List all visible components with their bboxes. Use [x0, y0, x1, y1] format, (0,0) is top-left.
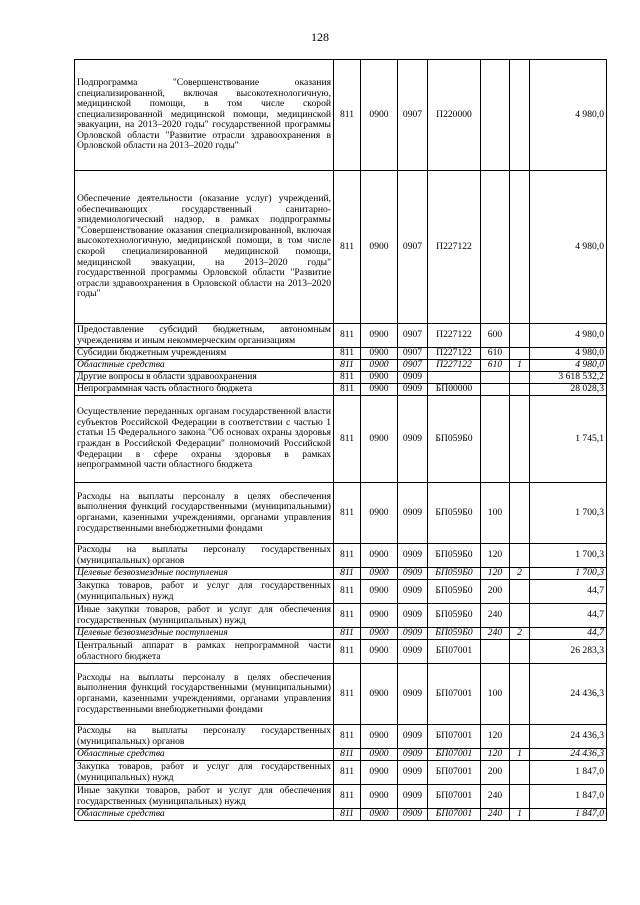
row-funding-source [510, 604, 530, 628]
row-ved-code: 811 [334, 544, 361, 568]
row-expense-type [481, 171, 510, 324]
row-amount: 24 436,3 [530, 749, 607, 761]
row-name: Иные закупки товаров, работ и услуг для обеспечения государственных (муниципальных) нужд [75, 785, 334, 809]
row-target-article: БП059Б0 [428, 396, 481, 483]
row-name: Целевые безвозмездные поступления [75, 568, 334, 580]
table-row [75, 544, 607, 568]
row-target-article: БП07001 [428, 664, 481, 725]
row-subsection-code: 0907 [398, 171, 428, 324]
row-funding-source [510, 372, 530, 384]
row-subsection-code: 0909 [398, 580, 428, 604]
row-expense-type [481, 60, 510, 171]
row-expense-type: 100 [481, 483, 510, 544]
row-section-code: 0900 [361, 628, 398, 640]
row-ved-code: 811 [334, 761, 361, 785]
row-funding-source [510, 171, 530, 324]
row-name: Закупка товаров, работ и услуг для государственных (муниципальных) нужд [75, 580, 334, 604]
row-section-code: 0900 [361, 809, 398, 821]
row-subsection-code: 0909 [398, 568, 428, 580]
row-target-article: БП00000 [428, 384, 481, 396]
row-section-code: 0900 [361, 580, 398, 604]
row-expense-type: 240 [481, 809, 510, 821]
row-ved-code: 811 [334, 628, 361, 640]
row-name: Расходы на выплаты персоналу в целях обеспечения выполнения функций государственными (муниципальными) органами, казенными учреждениями, органами управления государственными внебюджетными фондами [75, 664, 334, 725]
row-amount: 44,7 [530, 580, 607, 604]
row-ved-code: 811 [334, 384, 361, 396]
table-row [75, 761, 607, 785]
row-expense-type [481, 640, 510, 664]
row-subsection-code: 0909 [398, 640, 428, 664]
row-amount: 4 980,0 [530, 360, 607, 372]
row-name: Целевые безвозмездные поступления [75, 628, 334, 640]
row-section-code: 0900 [361, 785, 398, 809]
table-row [75, 640, 607, 664]
row-amount: 1 847,0 [530, 785, 607, 809]
row-name: Закупка товаров, работ и услуг для государственных (муниципальных) нужд [75, 761, 334, 785]
row-ved-code: 811 [334, 664, 361, 725]
row-amount: 1 700,3 [530, 483, 607, 544]
row-expense-type [481, 372, 510, 384]
row-funding-source [510, 60, 530, 171]
row-expense-type [481, 384, 510, 396]
row-funding-source [510, 384, 530, 396]
row-ved-code: 811 [334, 483, 361, 544]
row-amount: 4 980,0 [530, 60, 607, 171]
row-ved-code: 811 [334, 604, 361, 628]
row-name: Непрограммная часть областного бюджета [75, 384, 334, 396]
table-row [75, 324, 607, 348]
row-section-code: 0900 [361, 640, 398, 664]
row-amount: 1 745,1 [530, 396, 607, 483]
row-expense-type: 600 [481, 324, 510, 348]
row-subsection-code: 0907 [398, 360, 428, 372]
row-amount: 1 700,3 [530, 568, 607, 580]
row-ved-code: 811 [334, 372, 361, 384]
budget-table [74, 59, 607, 821]
row-ved-code: 811 [334, 580, 361, 604]
row-expense-type: 240 [481, 785, 510, 809]
row-section-code: 0900 [361, 60, 398, 171]
table-row [75, 785, 607, 809]
row-expense-type: 200 [481, 761, 510, 785]
table-row [75, 568, 607, 580]
row-funding-source [510, 580, 530, 604]
row-ved-code: 811 [334, 60, 361, 171]
row-expense-type: 200 [481, 580, 510, 604]
row-amount: 1 847,0 [530, 761, 607, 785]
row-subsection-code: 0907 [398, 60, 428, 171]
row-target-article: БП07001 [428, 749, 481, 761]
table-row [75, 580, 607, 604]
row-ved-code: 811 [334, 396, 361, 483]
row-ved-code: 811 [334, 749, 361, 761]
row-funding-source: 1 [510, 749, 530, 761]
row-expense-type: 120 [481, 544, 510, 568]
row-subsection-code: 0907 [398, 348, 428, 360]
row-target-article: БП059Б0 [428, 568, 481, 580]
table-row [75, 725, 607, 749]
row-expense-type: 120 [481, 568, 510, 580]
row-subsection-code: 0907 [398, 324, 428, 348]
page-number: 128 [311, 30, 329, 44]
table-row [75, 483, 607, 544]
row-name: Подпрограмма "Совершенствование оказания специализированной, включая высокотехнологичную, медицинской помощи, в том числе скорой специализированной медицинской помощи, медицинской эвакуации, на 2013–2020 годы" государственной программы Орловской области "Развитие отрасли здравоохранения в Орловской области на 2013–2020 годы" [75, 60, 334, 171]
row-expense-type: 120 [481, 749, 510, 761]
row-ved-code: 811 [334, 568, 361, 580]
table-row [75, 60, 607, 171]
row-ved-code: 811 [334, 171, 361, 324]
row-ved-code: 811 [334, 640, 361, 664]
row-target-article: БП059Б0 [428, 580, 481, 604]
row-target-article: П220000 [428, 60, 481, 171]
table-row [75, 809, 607, 821]
row-ved-code: 811 [334, 785, 361, 809]
row-name: Областные средства [75, 809, 334, 821]
row-amount: 24 436,3 [530, 725, 607, 749]
row-subsection-code: 0909 [398, 809, 428, 821]
table-row [75, 664, 607, 725]
row-amount: 44,7 [530, 628, 607, 640]
row-amount: 28 028,3 [530, 384, 607, 396]
row-funding-source [510, 725, 530, 749]
row-target-article: БП07001 [428, 785, 481, 809]
row-target-article: П227122 [428, 171, 481, 324]
row-name: Центральный аппарат в рамках непрограммной части областного бюджета [75, 640, 334, 664]
row-name: Другие вопросы в области здравоохранения [75, 372, 334, 384]
row-subsection-code: 0909 [398, 604, 428, 628]
row-subsection-code: 0909 [398, 664, 428, 725]
row-target-article: БП059Б0 [428, 483, 481, 544]
row-section-code: 0900 [361, 568, 398, 580]
row-section-code: 0900 [361, 171, 398, 324]
budget-table-body [75, 60, 607, 821]
table-row [75, 348, 607, 360]
row-funding-source [510, 544, 530, 568]
row-ved-code: 811 [334, 809, 361, 821]
row-funding-source: 2 [510, 628, 530, 640]
row-subsection-code: 0909 [398, 396, 428, 483]
row-target-article: БП07001 [428, 761, 481, 785]
row-ved-code: 811 [334, 324, 361, 348]
row-section-code: 0900 [361, 372, 398, 384]
row-target-article: БП059Б0 [428, 628, 481, 640]
row-expense-type: 240 [481, 628, 510, 640]
row-name: Расходы на выплаты персоналу государственных (муниципальных) органов [75, 544, 334, 568]
row-section-code: 0900 [361, 544, 398, 568]
row-name: Иные закупки товаров, работ и услуг для обеспечения государственных (муниципальных) нужд [75, 604, 334, 628]
row-funding-source: 1 [510, 360, 530, 372]
row-name: Расходы на выплаты персоналу государственных (муниципальных) органов [75, 725, 334, 749]
row-expense-type [481, 396, 510, 483]
row-subsection-code: 0909 [398, 483, 428, 544]
table-row [75, 396, 607, 483]
row-amount: 44,7 [530, 604, 607, 628]
row-expense-type: 120 [481, 725, 510, 749]
row-section-code: 0900 [361, 384, 398, 396]
row-name: Областные средства [75, 360, 334, 372]
row-section-code: 0900 [361, 664, 398, 725]
row-funding-source: 1 [510, 809, 530, 821]
row-subsection-code: 0909 [398, 628, 428, 640]
row-target-article: БП07001 [428, 640, 481, 664]
row-name: Осуществление переданных органам государственной власти субъектов Российской Федерации в соответствии с частью 1 статьи 15 Федерального закона "Об основах охраны здоровья граждан в Российской Федерации" полномочий Российской Федерации в сфере охраны здоровья в рамках непрограммной части областного бюджета [75, 396, 334, 483]
row-amount: 26 283,3 [530, 640, 607, 664]
row-amount: 4 980,0 [530, 348, 607, 360]
row-funding-source [510, 324, 530, 348]
row-name: Обеспечение деятельности (оказание услуг) учреждений, обеспечивающих государственный санитарно-эпидемиологический надзор, в рамках подпрограммы "Совершенствование оказания специализированной, включая высокотехнологичную, медицинской помощи, в том числе скорой специализированной медицинской помощи, медицинской эвакуации, на 2013–2020 годы" государственной программы Орловской области "Развитие отрасли здравоохранения в Орловской области на 2013–2020 годы" [75, 171, 334, 324]
row-subsection-code: 0909 [398, 761, 428, 785]
row-subsection-code: 0909 [398, 725, 428, 749]
row-target-article: БП059Б0 [428, 604, 481, 628]
row-amount: 3 618 532,2 [530, 372, 607, 384]
row-subsection-code: 0909 [398, 372, 428, 384]
row-section-code: 0900 [361, 483, 398, 544]
row-funding-source: 2 [510, 568, 530, 580]
row-amount: 1 700,3 [530, 544, 607, 568]
row-ved-code: 811 [334, 360, 361, 372]
table-row [75, 384, 607, 396]
table-row [75, 749, 607, 761]
row-funding-source [510, 396, 530, 483]
row-section-code: 0900 [361, 725, 398, 749]
row-funding-source [510, 483, 530, 544]
row-expense-type: 610 [481, 348, 510, 360]
row-funding-source [510, 761, 530, 785]
row-target-article: П227122 [428, 360, 481, 372]
row-name: Предоставление субсидий бюджетным, автономным учреждениям и иным некоммерческим организациям [75, 324, 334, 348]
table-row [75, 360, 607, 372]
row-funding-source [510, 664, 530, 725]
row-section-code: 0900 [361, 604, 398, 628]
row-section-code: 0900 [361, 324, 398, 348]
row-amount: 1 847,0 [530, 809, 607, 821]
row-funding-source [510, 640, 530, 664]
row-expense-type: 610 [481, 360, 510, 372]
row-expense-type: 100 [481, 664, 510, 725]
table-row [75, 372, 607, 384]
table-row [75, 628, 607, 640]
row-target-article [428, 372, 481, 384]
table-row [75, 604, 607, 628]
row-ved-code: 811 [334, 348, 361, 360]
row-subsection-code: 0909 [398, 785, 428, 809]
row-amount: 4 980,0 [530, 324, 607, 348]
table-row [75, 171, 607, 324]
row-name: Расходы на выплаты персоналу в целях обеспечения выполнения функций государственными (муниципальными) органами, казенными учреждениями, органами управления государственными внебюджетными фондами [75, 483, 334, 544]
row-amount: 4 980,0 [530, 171, 607, 324]
row-name: Субсидии бюджетным учреждениям [75, 348, 334, 360]
row-target-article: П227122 [428, 348, 481, 360]
row-section-code: 0900 [361, 396, 398, 483]
row-subsection-code: 0909 [398, 544, 428, 568]
row-expense-type: 240 [481, 604, 510, 628]
row-target-article: БП07001 [428, 725, 481, 749]
row-section-code: 0900 [361, 360, 398, 372]
row-section-code: 0900 [361, 761, 398, 785]
row-target-article: П227122 [428, 324, 481, 348]
row-target-article: БП059Б0 [428, 544, 481, 568]
row-amount: 24 436,3 [530, 664, 607, 725]
row-target-article: БП07001 [428, 809, 481, 821]
row-funding-source [510, 785, 530, 809]
row-funding-source [510, 348, 530, 360]
row-subsection-code: 0909 [398, 384, 428, 396]
row-section-code: 0900 [361, 749, 398, 761]
row-ved-code: 811 [334, 725, 361, 749]
row-subsection-code: 0909 [398, 749, 428, 761]
row-name: Областные средства [75, 749, 334, 761]
row-section-code: 0900 [361, 348, 398, 360]
